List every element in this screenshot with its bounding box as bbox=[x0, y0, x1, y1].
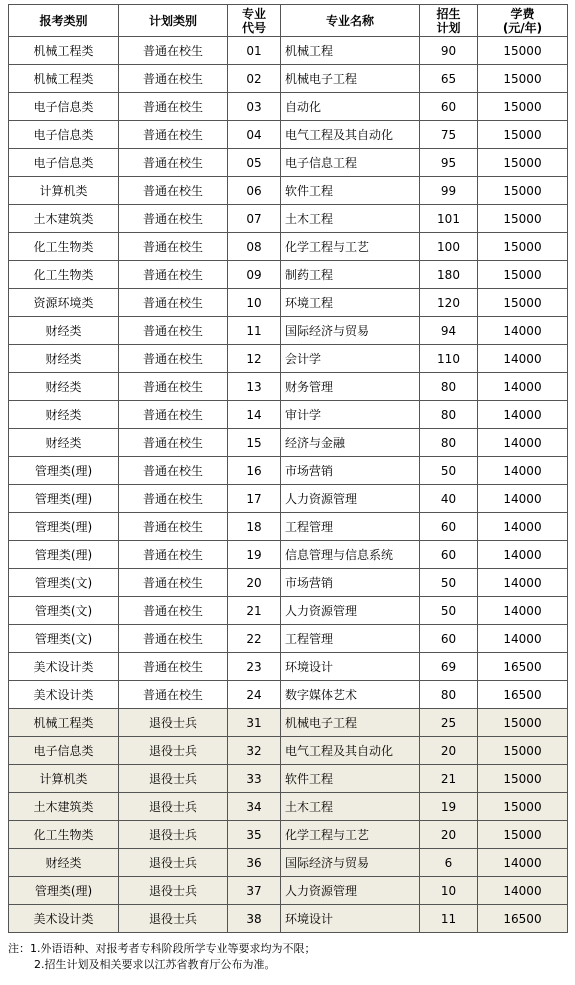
cell-quota: 65 bbox=[420, 65, 478, 93]
cell-tuition: 15000 bbox=[478, 121, 568, 149]
cell-plan-type: 普通在校生 bbox=[119, 317, 228, 345]
cell-major-name: 土木工程 bbox=[281, 793, 420, 821]
cell-major-name: 信息管理与信息系统 bbox=[281, 541, 420, 569]
cell-quota: 80 bbox=[420, 681, 478, 709]
table-row bbox=[9, 289, 568, 317]
cell-quota: 60 bbox=[420, 541, 478, 569]
cell-category: 化工生物类 bbox=[9, 261, 119, 289]
cell-category: 资源环境类 bbox=[9, 289, 119, 317]
table-row bbox=[9, 485, 568, 513]
cell-quota: 69 bbox=[420, 653, 478, 681]
cell-category: 管理类(理) bbox=[9, 541, 119, 569]
cell-major-code: 14 bbox=[228, 401, 281, 429]
cell-tuition: 14000 bbox=[478, 513, 568, 541]
cell-plan-type: 普通在校生 bbox=[119, 93, 228, 121]
cell-major-name: 人力资源管理 bbox=[281, 877, 420, 905]
cell-plan-type: 普通在校生 bbox=[119, 149, 228, 177]
table-row bbox=[9, 793, 568, 821]
cell-category: 化工生物类 bbox=[9, 821, 119, 849]
cell-tuition: 16500 bbox=[478, 653, 568, 681]
cell-category: 管理类(理) bbox=[9, 485, 119, 513]
table-row bbox=[9, 569, 568, 597]
table-row bbox=[9, 121, 568, 149]
cell-quota: 50 bbox=[420, 457, 478, 485]
cell-plan-type: 普通在校生 bbox=[119, 401, 228, 429]
cell-category: 土木建筑类 bbox=[9, 205, 119, 233]
footnote-line-1: 注：1.外语语种、对报考者专科阶段所学专业等要求均为不限； bbox=[8, 942, 316, 955]
cell-plan-type: 退役士兵 bbox=[119, 737, 228, 765]
cell-major-code: 09 bbox=[228, 261, 281, 289]
cell-major-name: 环境设计 bbox=[281, 905, 420, 933]
cell-plan-type: 退役士兵 bbox=[119, 905, 228, 933]
cell-tuition: 15000 bbox=[478, 765, 568, 793]
cell-quota: 20 bbox=[420, 821, 478, 849]
table-row bbox=[9, 905, 568, 933]
cell-major-name: 机械电子工程 bbox=[281, 65, 420, 93]
cell-major-code: 11 bbox=[228, 317, 281, 345]
table-row bbox=[9, 429, 568, 457]
cell-major-name: 国际经济与贸易 bbox=[281, 317, 420, 345]
cell-quota: 19 bbox=[420, 793, 478, 821]
cell-tuition: 14000 bbox=[478, 345, 568, 373]
cell-quota: 94 bbox=[420, 317, 478, 345]
cell-category: 计算机类 bbox=[9, 177, 119, 205]
cell-major-name: 电子信息工程 bbox=[281, 149, 420, 177]
cell-tuition: 14000 bbox=[478, 597, 568, 625]
cell-tuition: 14000 bbox=[478, 625, 568, 653]
cell-quota: 120 bbox=[420, 289, 478, 317]
cell-major-name: 财务管理 bbox=[281, 373, 420, 401]
cell-major-name: 化学工程与工艺 bbox=[281, 821, 420, 849]
cell-major-name: 制药工程 bbox=[281, 261, 420, 289]
cell-plan-type: 普通在校生 bbox=[119, 261, 228, 289]
cell-major-code: 19 bbox=[228, 541, 281, 569]
cell-tuition: 14000 bbox=[478, 373, 568, 401]
cell-category: 土木建筑类 bbox=[9, 793, 119, 821]
header-row bbox=[9, 5, 568, 37]
cell-major-code: 33 bbox=[228, 765, 281, 793]
cell-plan-type: 退役士兵 bbox=[119, 849, 228, 877]
cell-quota: 40 bbox=[420, 485, 478, 513]
cell-plan-type: 退役士兵 bbox=[119, 821, 228, 849]
table-row bbox=[9, 65, 568, 93]
header-major-name: 专业名称 bbox=[281, 5, 420, 37]
cell-major-code: 10 bbox=[228, 289, 281, 317]
cell-tuition: 15000 bbox=[478, 205, 568, 233]
cell-major-code: 35 bbox=[228, 821, 281, 849]
cell-plan-type: 退役士兵 bbox=[119, 793, 228, 821]
cell-plan-type: 退役士兵 bbox=[119, 765, 228, 793]
cell-tuition: 14000 bbox=[478, 849, 568, 877]
cell-major-code: 03 bbox=[228, 93, 281, 121]
cell-major-name: 工程管理 bbox=[281, 513, 420, 541]
cell-major-code: 22 bbox=[228, 625, 281, 653]
cell-quota: 95 bbox=[420, 149, 478, 177]
cell-quota: 6 bbox=[420, 849, 478, 877]
cell-category: 美术设计类 bbox=[9, 653, 119, 681]
cell-major-name: 经济与金融 bbox=[281, 429, 420, 457]
table-row bbox=[9, 317, 568, 345]
cell-tuition: 15000 bbox=[478, 65, 568, 93]
cell-major-code: 18 bbox=[228, 513, 281, 541]
cell-major-name: 工程管理 bbox=[281, 625, 420, 653]
table-row bbox=[9, 261, 568, 289]
cell-tuition: 16500 bbox=[478, 905, 568, 933]
cell-tuition: 15000 bbox=[478, 37, 568, 65]
cell-quota: 90 bbox=[420, 37, 478, 65]
cell-major-name: 市场营销 bbox=[281, 457, 420, 485]
cell-major-code: 21 bbox=[228, 597, 281, 625]
cell-tuition: 15000 bbox=[478, 149, 568, 177]
cell-tuition: 15000 bbox=[478, 709, 568, 737]
cell-quota: 11 bbox=[420, 905, 478, 933]
cell-major-code: 36 bbox=[228, 849, 281, 877]
table-row bbox=[9, 345, 568, 373]
header-quota: 招生 计划 bbox=[420, 5, 478, 37]
cell-quota: 110 bbox=[420, 345, 478, 373]
cell-quota: 60 bbox=[420, 93, 478, 121]
table-row bbox=[9, 849, 568, 877]
cell-major-code: 15 bbox=[228, 429, 281, 457]
cell-plan-type: 普通在校生 bbox=[119, 457, 228, 485]
cell-category: 美术设计类 bbox=[9, 905, 119, 933]
cell-plan-type: 普通在校生 bbox=[119, 373, 228, 401]
cell-category: 管理类(文) bbox=[9, 625, 119, 653]
cell-plan-type: 普通在校生 bbox=[119, 597, 228, 625]
cell-major-name: 软件工程 bbox=[281, 765, 420, 793]
cell-tuition: 15000 bbox=[478, 793, 568, 821]
cell-major-name: 人力资源管理 bbox=[281, 485, 420, 513]
cell-category: 管理类(文) bbox=[9, 597, 119, 625]
table-row bbox=[9, 93, 568, 121]
cell-tuition: 15000 bbox=[478, 821, 568, 849]
cell-major-code: 12 bbox=[228, 345, 281, 373]
cell-category: 财经类 bbox=[9, 401, 119, 429]
cell-major-name: 机械工程 bbox=[281, 37, 420, 65]
cell-major-code: 02 bbox=[228, 65, 281, 93]
table-row bbox=[9, 737, 568, 765]
cell-major-name: 数字媒体艺术 bbox=[281, 681, 420, 709]
table-row bbox=[9, 653, 568, 681]
cell-major-name: 环境设计 bbox=[281, 653, 420, 681]
cell-tuition: 15000 bbox=[478, 233, 568, 261]
cell-major-name: 审计学 bbox=[281, 401, 420, 429]
cell-tuition: 14000 bbox=[478, 569, 568, 597]
cell-plan-type: 普通在校生 bbox=[119, 205, 228, 233]
cell-major-name: 土木工程 bbox=[281, 205, 420, 233]
cell-tuition: 14000 bbox=[478, 401, 568, 429]
cell-category: 管理类(理) bbox=[9, 513, 119, 541]
cell-plan-type: 普通在校生 bbox=[119, 569, 228, 597]
cell-major-name: 化学工程与工艺 bbox=[281, 233, 420, 261]
cell-major-name: 软件工程 bbox=[281, 177, 420, 205]
cell-quota: 75 bbox=[420, 121, 478, 149]
cell-tuition: 15000 bbox=[478, 93, 568, 121]
cell-tuition: 14000 bbox=[478, 485, 568, 513]
header-major-code: 专业 代号 bbox=[228, 5, 281, 37]
cell-plan-type: 普通在校生 bbox=[119, 233, 228, 261]
cell-quota: 50 bbox=[420, 569, 478, 597]
table-row bbox=[9, 541, 568, 569]
cell-tuition: 15000 bbox=[478, 737, 568, 765]
table-header bbox=[9, 5, 568, 37]
cell-category: 电子信息类 bbox=[9, 93, 119, 121]
table-row bbox=[9, 149, 568, 177]
cell-major-code: 04 bbox=[228, 121, 281, 149]
table-row bbox=[9, 821, 568, 849]
cell-plan-type: 普通在校生 bbox=[119, 625, 228, 653]
cell-plan-type: 普通在校生 bbox=[119, 653, 228, 681]
cell-category: 机械工程类 bbox=[9, 709, 119, 737]
cell-major-code: 07 bbox=[228, 205, 281, 233]
cell-major-name: 国际经济与贸易 bbox=[281, 849, 420, 877]
table-row bbox=[9, 205, 568, 233]
table-row bbox=[9, 709, 568, 737]
cell-category: 财经类 bbox=[9, 317, 119, 345]
cell-plan-type: 普通在校生 bbox=[119, 177, 228, 205]
cell-major-name: 人力资源管理 bbox=[281, 597, 420, 625]
cell-quota: 80 bbox=[420, 401, 478, 429]
cell-quota: 60 bbox=[420, 513, 478, 541]
cell-plan-type: 普通在校生 bbox=[119, 513, 228, 541]
header-category: 报考类别 bbox=[9, 5, 119, 37]
cell-category: 财经类 bbox=[9, 849, 119, 877]
cell-major-code: 31 bbox=[228, 709, 281, 737]
cell-category: 财经类 bbox=[9, 345, 119, 373]
cell-plan-type: 普通在校生 bbox=[119, 65, 228, 93]
cell-major-name: 自动化 bbox=[281, 93, 420, 121]
cell-plan-type: 退役士兵 bbox=[119, 877, 228, 905]
cell-quota: 50 bbox=[420, 597, 478, 625]
cell-category: 电子信息类 bbox=[9, 121, 119, 149]
footnote-line-2: 2.招生计划及相关要求以江苏省教育厅公布为准。 bbox=[34, 958, 276, 971]
cell-quota: 60 bbox=[420, 625, 478, 653]
table-row bbox=[9, 625, 568, 653]
cell-major-code: 13 bbox=[228, 373, 281, 401]
table-row bbox=[9, 177, 568, 205]
cell-tuition: 14000 bbox=[478, 877, 568, 905]
cell-category: 电子信息类 bbox=[9, 737, 119, 765]
cell-category: 管理类(理) bbox=[9, 877, 119, 905]
cell-tuition: 15000 bbox=[478, 289, 568, 317]
cell-plan-type: 普通在校生 bbox=[119, 121, 228, 149]
cell-plan-type: 退役士兵 bbox=[119, 709, 228, 737]
table-row bbox=[9, 765, 568, 793]
cell-plan-type: 普通在校生 bbox=[119, 429, 228, 457]
cell-major-code: 24 bbox=[228, 681, 281, 709]
cell-major-code: 23 bbox=[228, 653, 281, 681]
cell-tuition: 14000 bbox=[478, 457, 568, 485]
cell-major-code: 16 bbox=[228, 457, 281, 485]
cell-category: 电子信息类 bbox=[9, 149, 119, 177]
table-row bbox=[9, 681, 568, 709]
table-row bbox=[9, 513, 568, 541]
cell-major-code: 17 bbox=[228, 485, 281, 513]
cell-category: 管理类(理) bbox=[9, 457, 119, 485]
cell-quota: 10 bbox=[420, 877, 478, 905]
cell-major-code: 38 bbox=[228, 905, 281, 933]
cell-category: 计算机类 bbox=[9, 765, 119, 793]
header-plan-type: 计划类别 bbox=[119, 5, 228, 37]
cell-major-code: 01 bbox=[228, 37, 281, 65]
cell-major-code: 06 bbox=[228, 177, 281, 205]
cell-major-code: 20 bbox=[228, 569, 281, 597]
cell-plan-type: 普通在校生 bbox=[119, 541, 228, 569]
cell-major-code: 08 bbox=[228, 233, 281, 261]
cell-major-name: 会计学 bbox=[281, 345, 420, 373]
cell-quota: 180 bbox=[420, 261, 478, 289]
cell-quota: 20 bbox=[420, 737, 478, 765]
cell-category: 美术设计类 bbox=[9, 681, 119, 709]
cell-major-name: 市场营销 bbox=[281, 569, 420, 597]
cell-quota: 80 bbox=[420, 429, 478, 457]
cell-category: 化工生物类 bbox=[9, 233, 119, 261]
cell-quota: 99 bbox=[420, 177, 478, 205]
cell-tuition: 14000 bbox=[478, 317, 568, 345]
table-row bbox=[9, 457, 568, 485]
cell-quota: 25 bbox=[420, 709, 478, 737]
cell-quota: 101 bbox=[420, 205, 478, 233]
cell-category: 财经类 bbox=[9, 373, 119, 401]
cell-quota: 80 bbox=[420, 373, 478, 401]
admissions-plan-table bbox=[8, 4, 568, 933]
header-tuition: 学费 (元/年) bbox=[478, 5, 568, 37]
cell-major-name: 机械电子工程 bbox=[281, 709, 420, 737]
cell-major-code: 32 bbox=[228, 737, 281, 765]
cell-category: 机械工程类 bbox=[9, 65, 119, 93]
table-row bbox=[9, 597, 568, 625]
cell-tuition: 14000 bbox=[478, 541, 568, 569]
cell-tuition: 15000 bbox=[478, 177, 568, 205]
cell-major-name: 电气工程及其自动化 bbox=[281, 737, 420, 765]
cell-category: 财经类 bbox=[9, 429, 119, 457]
table-body bbox=[9, 37, 568, 933]
cell-quota: 100 bbox=[420, 233, 478, 261]
cell-category: 管理类(文) bbox=[9, 569, 119, 597]
cell-major-code: 05 bbox=[228, 149, 281, 177]
cell-tuition: 16500 bbox=[478, 681, 568, 709]
footnote bbox=[8, 941, 568, 973]
table-row bbox=[9, 233, 568, 261]
cell-major-code: 37 bbox=[228, 877, 281, 905]
cell-plan-type: 普通在校生 bbox=[119, 289, 228, 317]
cell-major-name: 环境工程 bbox=[281, 289, 420, 317]
cell-major-name: 电气工程及其自动化 bbox=[281, 121, 420, 149]
cell-tuition: 14000 bbox=[478, 429, 568, 457]
cell-plan-type: 普通在校生 bbox=[119, 485, 228, 513]
cell-tuition: 15000 bbox=[478, 261, 568, 289]
table-row bbox=[9, 877, 568, 905]
cell-category: 机械工程类 bbox=[9, 37, 119, 65]
cell-plan-type: 普通在校生 bbox=[119, 37, 228, 65]
cell-plan-type: 普通在校生 bbox=[119, 345, 228, 373]
table-row bbox=[9, 373, 568, 401]
table-row bbox=[9, 37, 568, 65]
cell-major-code: 34 bbox=[228, 793, 281, 821]
cell-plan-type: 普通在校生 bbox=[119, 681, 228, 709]
table-row bbox=[9, 401, 568, 429]
cell-quota: 21 bbox=[420, 765, 478, 793]
